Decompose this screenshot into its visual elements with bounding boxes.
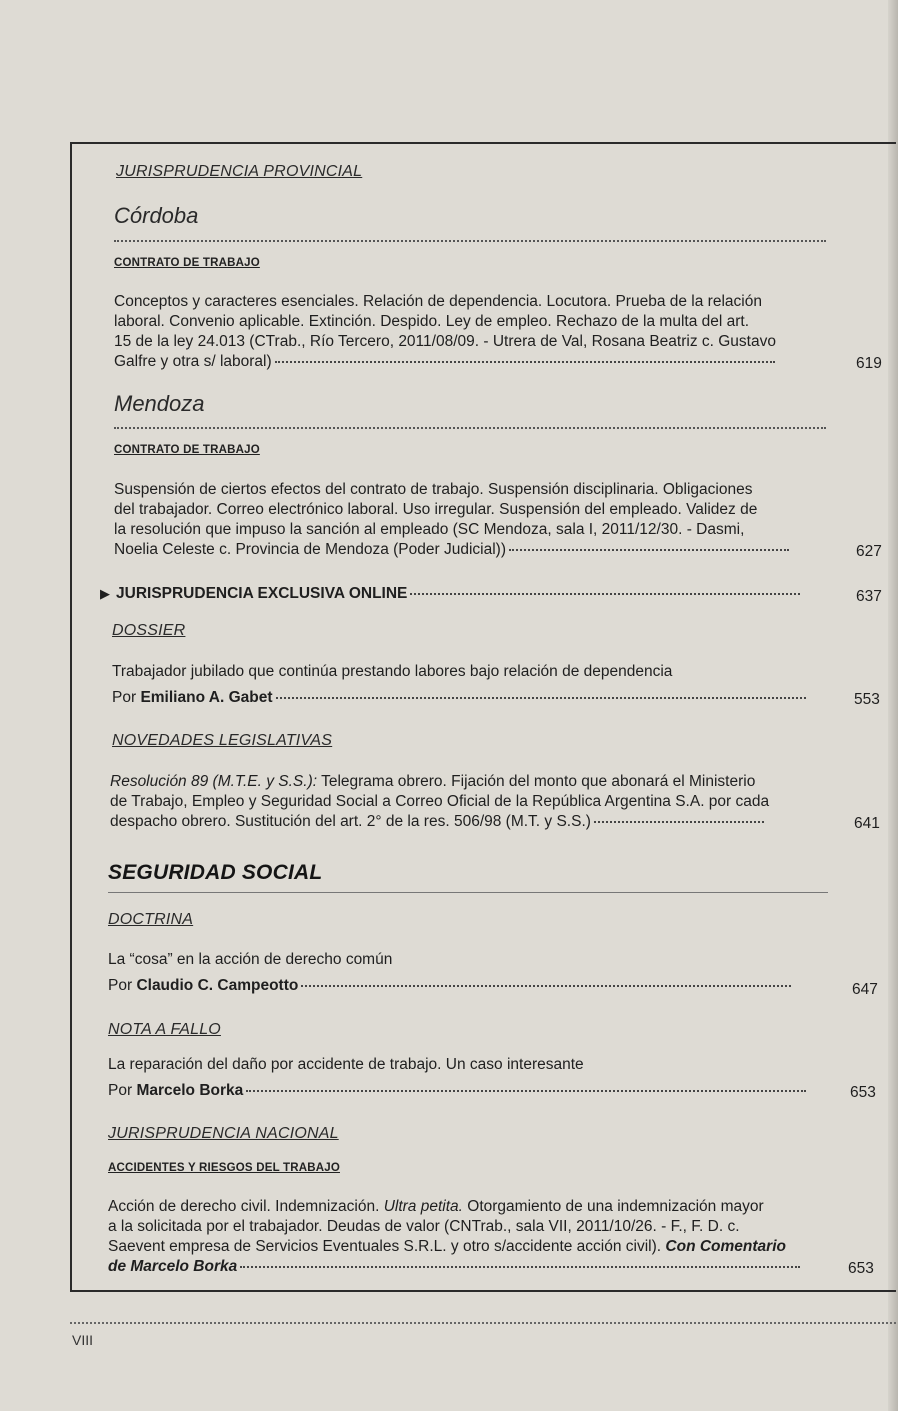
entry-by: Por [108,977,133,994]
page-number: 653 [850,1084,876,1101]
dot-leader [410,593,800,595]
subhead-contrato-de-trabajo: CONTRATO DE TRABAJO [114,257,260,269]
section-label-novedades-legislativas: NOVEDADES LEGISLATIVAS [112,732,333,749]
entry-dossier [112,662,832,708]
entry-line: Conceptos y caracteres esenciales. Relación de dependencia. Locutora. Prueba de la relación [114,293,762,310]
entry-by: Por [108,1082,133,1099]
page-number: 641 [854,815,880,832]
entry-line: del trabajador. Correo electrónico laboral. Uso irregular. Suspensión del empleado. Validez de [114,501,758,518]
dot-leader [301,985,791,987]
entry-line: Telegrama obrero. Fijación del monto que abonará el Ministerio [317,773,756,790]
page-folio: VIII [72,1332,94,1348]
entry-lead: Resolución 89 (M.T.E. y S.S.): [110,773,318,790]
entry-line: Suspensión de ciertos efectos del contrato de trabajo. Suspensión disciplinaria. Obligaciones [114,481,753,498]
subhead-accidentes-y-riesgos: ACCIDENTES Y RIESGOS DEL TRABAJO [108,1162,340,1174]
entry-line: Saevent empresa de Servicios Eventuales S.R.L. y otro s/accidente acción civil). [108,1238,666,1255]
triangle-right-icon: ▶ [100,586,110,601]
province-heading-cordoba: Córdoba [114,203,199,228]
section-label-jurisprudencia-provincial: JURISPRUDENCIA PROVINCIAL [116,163,363,180]
page-number: 637 [856,588,882,605]
entry-line: a la solicitada por el trabajador. Deudas de valor (CNTrab., sala VII, 2011/10/26. - F., F. D. c. [108,1218,740,1235]
entry-line: Otorgamiento de una indemnización mayor [462,1198,764,1215]
entry-author: Marcelo Borka [136,1082,244,1099]
page-number: 653 [848,1260,874,1277]
entry-mendoza [114,480,834,560]
subhead-contrato-de-trabajo: CONTRATO DE TRABAJO [114,444,260,456]
dot-leader [594,821,764,823]
entry-line: Noelia Celeste c. Provincia de Mendoza (Poder Judicial)) [114,541,506,558]
dot-leader [275,361,775,363]
section-label-jurisprudencia-nacional: JURISPRUDENCIA NACIONAL [108,1125,339,1142]
entry-line: laboral. Convenio aplicable. Extinción. Despido. Ley de empleo. Rechazo de la multa del art. [114,313,750,330]
entry-author: Emiliano A. Gabet [140,689,273,706]
province-heading-mendoza: Mendoza [114,391,205,416]
bottom-dotted-rule [70,1322,896,1324]
entry-by: Por [112,689,137,706]
section-divider [108,892,828,893]
entry-title: La “cosa” en la acción de derecho común [108,951,393,968]
entry-comment: Con Comentario [665,1238,786,1255]
online-label: JURISPRUDENCIA EXCLUSIVA ONLINE [116,585,408,602]
entry-italic: Ultra petita. [383,1198,463,1215]
entry-title: Trabajador jubilado que continúa prestando labores bajo relación de dependencia [112,663,673,680]
entry-cordoba [114,292,834,372]
dot-leader [509,549,789,551]
entry-author: Claudio C. Campeotto [136,977,299,994]
entry-line: Galfre y otra s/ laboral) [114,353,272,370]
entry-nota-a-fallo [108,1055,828,1101]
entry-novedades [110,772,830,832]
entry-line: 15 de la ley 24.013 (CTrab., Río Tercero, 2011/08/09. - Utrera de Val, Rosana Beatriz c. Gustavo [114,333,776,350]
page-number: 553 [854,691,880,708]
dot-leader [246,1090,806,1092]
entry-nacional [108,1197,828,1277]
entry-comment-author: de Marcelo Borka [108,1258,238,1275]
dotted-divider [114,427,826,429]
dotted-divider [114,240,826,242]
page-number: 627 [856,543,882,560]
entry-line: despacho obrero. Sustitución del art. 2° de la res. 506/98 (M.T. y S.S.) [110,813,591,830]
entry-online[interactable] [100,585,800,603]
entry-line: de Trabajo, Empleo y Seguridad Social a Correo Oficial de la República Argentina S.A. por cada [110,793,770,810]
dot-leader [240,1266,800,1268]
dot-leader [276,697,806,699]
entry-title: La reparación del daño por accidente de trabajo. Un caso interesante [108,1056,584,1073]
section-label-nota-a-fallo: NOTA A FALLO [108,1021,221,1038]
entry-doctrina [108,950,828,996]
section-label-doctrina: DOCTRINA [108,911,194,928]
section-title-seguridad-social: SEGURIDAD SOCIAL [108,861,323,884]
section-label-dossier: DOSSIER [112,622,186,639]
page-number: 619 [856,355,882,372]
page-number: 647 [852,981,878,998]
entry-line: la resolución que impuso la sanción al empleado (SC Mendoza, sala I, 2011/12/30. - Dasmi, [114,521,745,538]
entry-line: Acción de derecho civil. Indemnización. [108,1198,384,1215]
